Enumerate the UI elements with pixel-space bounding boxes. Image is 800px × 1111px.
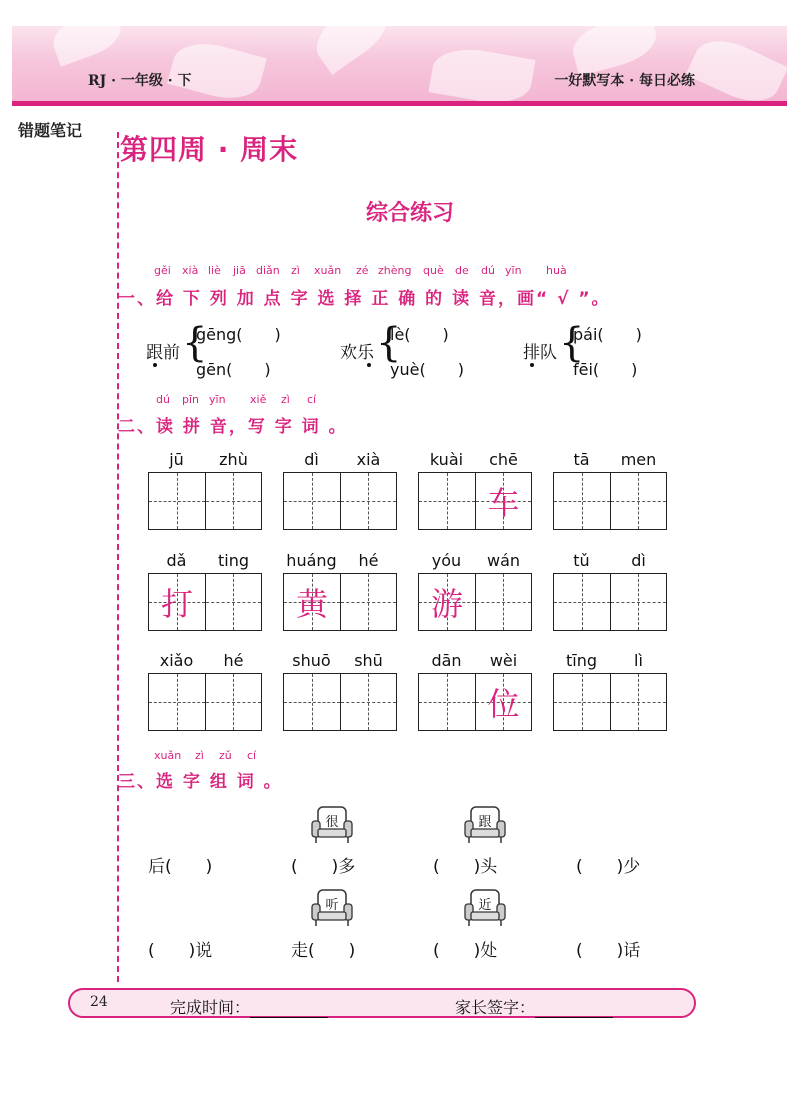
pinyin: gěi (154, 264, 171, 277)
writing-cell[interactable] (149, 674, 205, 730)
chair-char: 很 (325, 815, 339, 830)
writing-cell[interactable] (475, 473, 531, 529)
q3-blank[interactable]: ( )处 (433, 941, 498, 961)
written-char (419, 473, 475, 529)
pinyin: xià (182, 264, 199, 277)
grid-pinyin-label: xiǎo (159, 651, 194, 670)
page-title: 第四周 · 周末 (120, 133, 299, 166)
grid-pinyin-label: dì (304, 450, 319, 469)
chair-icon (310, 888, 354, 928)
chair-icon (463, 888, 507, 928)
writing-cell[interactable] (610, 473, 666, 529)
written-char (341, 674, 396, 730)
q3-blank[interactable]: ( )少 (576, 857, 641, 877)
writing-grid[interactable] (283, 573, 397, 631)
written-char (149, 473, 205, 529)
grid-pinyin-label: tǔ (573, 551, 590, 570)
writing-grid[interactable] (283, 472, 397, 530)
writing-grid[interactable] (553, 673, 667, 731)
pinyin: zhèng (378, 264, 412, 277)
pinyin: xuǎn (154, 749, 182, 762)
q1-heading: 一、给 下 列 加 点 字 选 择 正 确 的 读 音，画“ √ ”。 (118, 289, 611, 309)
writing-grid[interactable] (283, 673, 397, 731)
q1-option[interactable]: gēn( ) (196, 360, 271, 379)
writing-cell[interactable] (554, 574, 610, 630)
grid-pinyin-label: wán (486, 551, 521, 570)
pinyin: yīn (505, 264, 522, 277)
writing-cell[interactable] (284, 473, 340, 529)
q1-option[interactable]: pái( ) (573, 325, 642, 344)
q1-option[interactable]: fēi( ) (573, 360, 638, 379)
completion-time-line[interactable] (250, 1002, 328, 1018)
pinyin: zì (195, 749, 204, 762)
pinyin: zì (291, 264, 300, 277)
q3-blank[interactable]: ( )话 (576, 941, 641, 961)
writing-cell[interactable] (419, 574, 475, 630)
writing-grid[interactable] (553, 573, 667, 631)
q3-heading: 三、选 字 组 词 。 (118, 772, 283, 792)
writing-cell[interactable] (610, 574, 666, 630)
pinyin: diǎn (256, 264, 280, 277)
written-char: 游 (430, 585, 463, 623)
writing-cell[interactable] (340, 473, 396, 529)
header-series-label: 一好默写本 · 每日必练 (554, 73, 695, 89)
sidebar-divider (117, 132, 119, 982)
written-char (341, 473, 396, 529)
completion-time-field[interactable] (170, 995, 328, 1018)
page-number: 24 (90, 994, 108, 1010)
emphasis-dot (530, 363, 534, 367)
q1-option[interactable]: yuè( ) (390, 360, 464, 379)
brace: { (376, 320, 402, 366)
q3-blank[interactable]: ( )头 (433, 857, 498, 877)
pinyin: dú (156, 393, 170, 406)
pinyin: yīn (209, 393, 226, 406)
header-grade-label: RJ · 一年级 · 下 (88, 73, 192, 89)
written-char (149, 674, 205, 730)
pinyin: què (423, 264, 444, 277)
writing-grid[interactable] (148, 472, 262, 530)
pinyin: zì (281, 393, 290, 406)
grid-pinyin-label: kuài (429, 450, 464, 469)
writing-cell[interactable] (205, 574, 261, 630)
grid-pinyin-label: shū (354, 651, 383, 670)
completion-time-label: 完成时间： (170, 998, 251, 1017)
pinyin: jiā (233, 264, 246, 277)
written-char (554, 574, 610, 630)
grid-pinyin-label: chē (489, 450, 518, 469)
written-char (341, 574, 396, 630)
grid-pinyin-label: tā (573, 450, 590, 469)
writing-grid[interactable] (148, 573, 262, 631)
writing-grid[interactable] (418, 573, 532, 631)
written-char (206, 674, 261, 730)
grid-pinyin-label: jū (169, 450, 184, 469)
parent-signature-line[interactable] (535, 1002, 613, 1018)
written-char (611, 574, 666, 630)
written-char: 位 (487, 685, 520, 723)
writing-cell[interactable] (475, 674, 531, 730)
writing-cell[interactable] (554, 674, 610, 730)
writing-cell[interactable] (284, 674, 340, 730)
writing-grid[interactable] (148, 673, 262, 731)
q3-blank[interactable]: 后( ) (148, 857, 213, 877)
q1-word: 欢乐 (340, 343, 374, 363)
grid-pinyin-label: hé (358, 551, 379, 570)
written-char (476, 574, 531, 630)
written-char (554, 473, 610, 529)
grid-pinyin-label: dǎ (166, 551, 187, 570)
grid-pinyin-label: xià (356, 450, 381, 469)
grid-pinyin-label: shuō (292, 651, 331, 670)
pinyin: pīn (182, 393, 200, 406)
chair-char: 近 (478, 898, 492, 913)
q3-blank[interactable]: ( )多 (291, 857, 356, 877)
pinyin: xiě (250, 393, 267, 406)
written-char (554, 674, 610, 730)
brace: { (559, 320, 585, 366)
writing-cell[interactable] (284, 574, 340, 630)
writing-grid[interactable] (553, 472, 667, 530)
writing-grid[interactable] (418, 472, 532, 530)
writing-cell[interactable] (205, 473, 261, 529)
writing-grid[interactable] (418, 673, 532, 731)
chair-icon (310, 805, 354, 845)
sidebar-mistake-notes-label: 错题笔记 (18, 121, 83, 140)
section-title: 综合练习 (365, 201, 454, 226)
q3-blank[interactable]: 走( ) (291, 941, 356, 961)
grid-pinyin-label: tīng (565, 651, 597, 670)
brace: { (182, 320, 208, 366)
written-char (206, 473, 261, 529)
writing-cell[interactable] (340, 674, 396, 730)
chair-icon (463, 805, 507, 845)
writing-cell[interactable] (205, 674, 261, 730)
grid-pinyin-label: hé (223, 651, 244, 670)
written-char: 黄 (295, 585, 328, 623)
q1-word: 跟前 (146, 343, 180, 363)
grid-pinyin-label: dì (631, 551, 646, 570)
q1-option[interactable]: lè( ) (390, 325, 449, 344)
header-band (12, 26, 787, 106)
writing-cell[interactable] (610, 674, 666, 730)
writing-cell[interactable] (554, 473, 610, 529)
pinyin: xuǎn (314, 264, 342, 277)
parent-signature-field[interactable] (455, 995, 613, 1018)
chair-char: 跟 (478, 815, 492, 830)
q2-heading: 二、读 拼 音，写 字 词 。 (118, 417, 348, 437)
grid-pinyin-label: ting (217, 551, 249, 570)
parent-signature-label: 家长签字： (455, 998, 536, 1017)
writing-cell[interactable] (475, 574, 531, 630)
chair-char: 听 (325, 898, 339, 913)
written-char (611, 473, 666, 529)
written-char: 打 (160, 585, 193, 623)
written-char (284, 674, 340, 730)
pinyin: cí (307, 393, 317, 406)
pinyin: zǔ (219, 749, 232, 762)
grid-pinyin-label: huáng (286, 551, 337, 570)
written-char (206, 574, 261, 630)
q3-blank[interactable]: ( )说 (148, 941, 213, 961)
emphasis-dot (153, 363, 157, 367)
writing-cell[interactable] (149, 574, 205, 630)
pinyin: huà (546, 264, 567, 277)
emphasis-dot (367, 363, 371, 367)
writing-cell[interactable] (419, 473, 475, 529)
grid-pinyin-label: yóu (431, 551, 462, 570)
writing-cell[interactable] (149, 473, 205, 529)
q1-option[interactable]: gēng( ) (196, 325, 281, 344)
pinyin: zé (356, 264, 369, 277)
pinyin: dú (481, 264, 495, 277)
written-char (284, 473, 340, 529)
grid-pinyin-label: men (620, 450, 657, 469)
written-char: 车 (487, 484, 520, 522)
written-char (419, 674, 475, 730)
grid-pinyin-label: zhù (219, 450, 248, 469)
writing-cell[interactable] (419, 674, 475, 730)
grid-pinyin-label: lì (634, 651, 643, 670)
pinyin: cí (247, 749, 257, 762)
written-char (611, 674, 666, 730)
pinyin: liè (208, 264, 221, 277)
grid-pinyin-label: dān (431, 651, 462, 670)
pinyin: de (455, 264, 469, 277)
writing-cell[interactable] (340, 574, 396, 630)
grid-pinyin-label: wèi (489, 651, 518, 670)
q1-word: 排队 (523, 343, 557, 363)
